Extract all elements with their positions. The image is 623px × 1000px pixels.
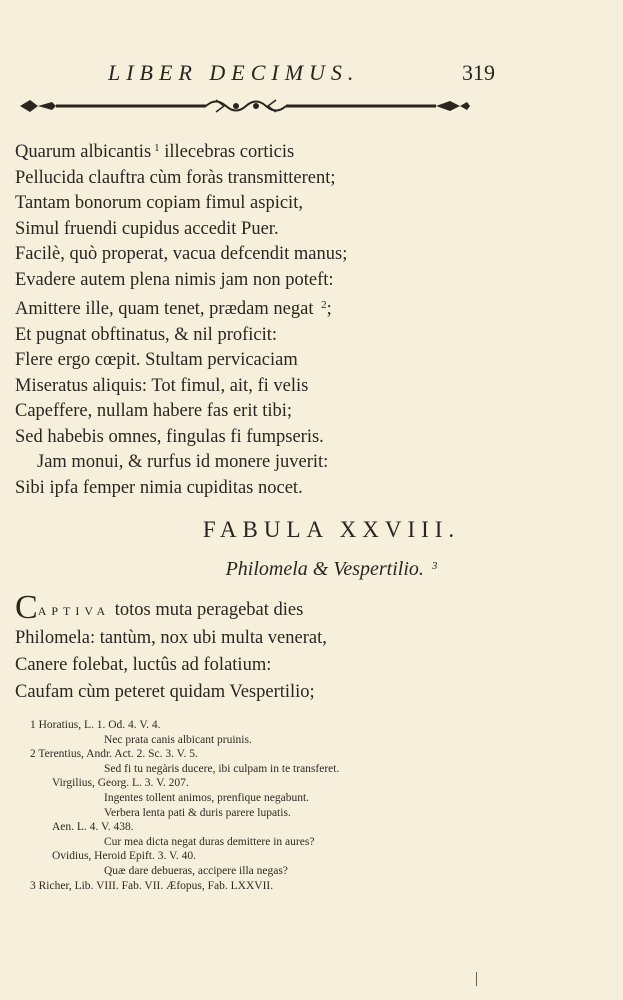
page-number: 319 (462, 60, 495, 85)
verse-line: Amittere ille, quam tenet, prædam negat $^2$; (15, 299, 332, 319)
footnote: Ingentes tollent animos, prenfique negabunt. (104, 791, 310, 804)
footnote: 1 Horatius, L. 1. Od. 4. V. 4. (30, 719, 161, 731)
verse-line: Flere ergo cœpit. Stultam pervicaciam (15, 350, 298, 370)
verse-line: Facilè, quò properat, vacua defcendit manus; (15, 244, 348, 264)
footnote: Sed fi tu negàris ducere, ibi culpam in te transferet. (104, 762, 340, 775)
footnote: Ovidius, Heroid Epift. 3. V. 40. (52, 850, 196, 863)
verse-line: Sed habebis omnes, fingulas fi fumpseris. (15, 426, 324, 447)
verse-line: CAPTIVA totos muta peragebat dies (15, 589, 304, 626)
fable-subtitle: Philomela & Vespertilio. $^3$ (225, 558, 438, 580)
drop-cap: C (15, 589, 38, 626)
verse-line: Quarum albicantis $^1$ illecebras corticis (15, 142, 295, 162)
footnote-marker: 1 (154, 142, 160, 154)
footnote: Virgilius, Georg. L. 3. V. 207. (52, 777, 189, 790)
footnote-marker: 2 (321, 299, 327, 311)
footnote: Nec prata canis albicant pruinis. (104, 733, 252, 746)
verse-line: Sibi ipfa femper nimia cupiditas nocet. (15, 477, 303, 498)
verse-line: Pellucida clauftra cùm foràs transmitterent; (15, 167, 336, 188)
verse-line: Capeffere, nullam habere fas erit tibi; (15, 401, 293, 421)
verse-line: Philomela: tantùm, nox ubi multa venerat, (15, 628, 327, 648)
footnote: Cur mea dicta negat duras demittere in aures? (104, 835, 315, 848)
running-head: LIBER DECIMUS. (108, 60, 360, 85)
footnote: Verbera lenta pati & duris parere lupatis. (104, 806, 291, 819)
footnote: 2 Terentius, Andr. Act. 2. Sc. 3. V. 5. (30, 748, 198, 761)
verse-line: Tantam bonorum copiam fimul aspicit, (15, 193, 303, 213)
page-mark (476, 972, 477, 986)
footnotes (30, 718, 600, 893)
footnote: Quæ dare debueras, accipere illa negas? (104, 864, 288, 877)
page-header (0, 60, 623, 90)
verse-line: Canere folebat, luctûs ad folatium: (15, 655, 272, 675)
verse-line: Simul fruendi cupidus accedit Puer. (15, 218, 279, 239)
verse-line: Miseratus aliquis: Tot fimul, ait, fi velis (15, 375, 309, 396)
footnote: 3 Richer, Lib. VIII. Fab. VII. Æfopus, Fab. LXXVII. (30, 879, 274, 892)
footnote: Aen. L. 4. V. 438. (52, 821, 134, 834)
verse-line: Caufam cùm peteret quidam Vespertilio; (15, 682, 315, 702)
verse-line: Jam monui, & rurfus id monere juverit: (37, 452, 329, 472)
verse-block (15, 136, 605, 501)
fable-title: FABULA XXVIII. (202, 517, 461, 542)
ornamental-rule-icon (16, 96, 471, 116)
fable-verse-block (15, 589, 605, 706)
verse-line: Et pugnat obftinatus, & nil proficit: (15, 324, 278, 345)
footnote-marker: 3 (431, 560, 438, 572)
verse-line: Evadere autem plena nimis jam non poteft: (15, 269, 334, 290)
